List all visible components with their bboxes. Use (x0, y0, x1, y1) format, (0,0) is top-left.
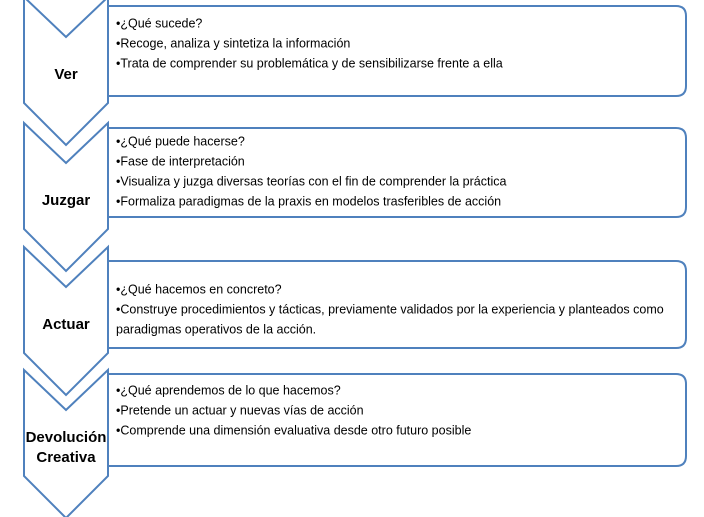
step-2-bullet-3: •Visualiza y juzga diversas teorías con el fin de comprender la práctica (116, 174, 507, 189)
step-4-label-line: Devolución (25, 428, 107, 446)
step-3-label-line: Actuar (42, 315, 90, 333)
step-1-bullet-3: •Trata de comprender su problemática y de sensibilizarse frente a ella (116, 56, 503, 71)
step-2-bullet-4: •Formaliza paradigmas de la praxis en modelos trasferibles de acción (116, 194, 502, 209)
step-4-bullet-2: •Pretende un actuar y nuevas vías de acción (116, 403, 364, 418)
step-2 (24, 123, 686, 271)
step-3-bullet-1: •¿Qué hacemos en concreto? (116, 282, 282, 297)
step-4-bullet-1: •¿Qué aprendemos de lo que hacemos? (116, 383, 341, 398)
step-4-label-line: Creativa (36, 448, 96, 466)
step-3-bullet-2: paradigmas operativos de la acción. (116, 322, 317, 337)
step-3 (24, 247, 686, 398)
step-3-bullet-2: •Construye procedimientos y tácticas, previamente validados por la experiencia y planteados como (116, 302, 664, 317)
step-2-bullet-2: •Fase de interpretación (116, 154, 245, 169)
step-1-bullet-2: •Recoge, analiza y sintetiza la información (116, 36, 351, 51)
step-4 (24, 370, 686, 517)
step-4-bullet-3: •Comprende una dimensión evaluativa desde otro futuro posible (116, 423, 472, 438)
step-2-bullet-1: •¿Qué puede hacerse? (116, 134, 245, 149)
step-2-label-line: Juzgar (41, 191, 91, 209)
step-1 (24, 0, 686, 145)
step-1-bullet-1: •¿Qué sucede? (116, 16, 203, 31)
step-1-label-line: Ver (54, 65, 78, 83)
